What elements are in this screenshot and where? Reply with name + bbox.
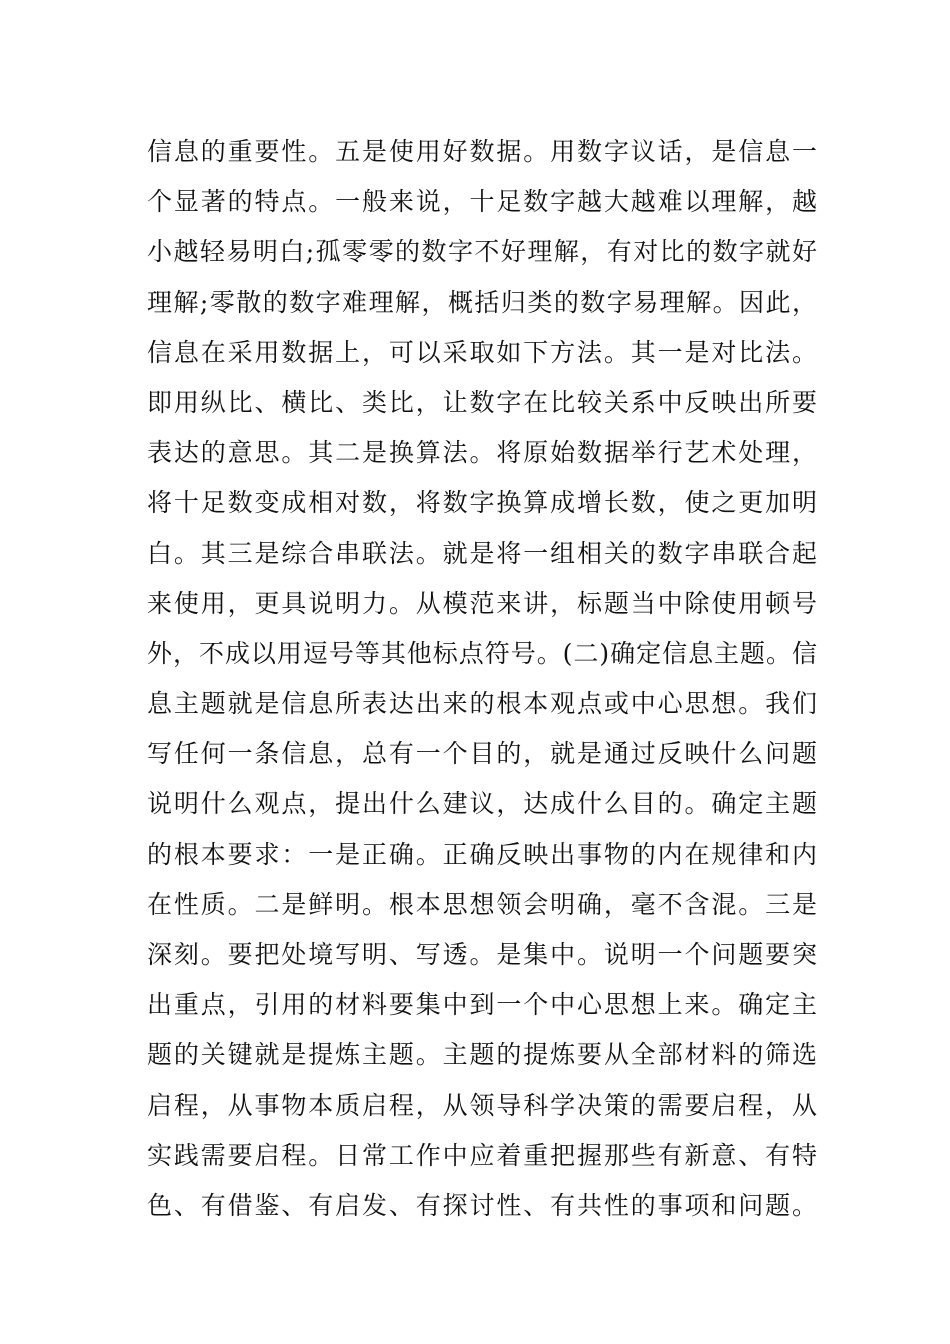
body-text	[147, 127, 817, 1231]
text-line-6: 即用纵比、横比、类比，让数字在比较关系中反映出所要	[147, 387, 817, 417]
text-line-16: 在性质。二是鲜明。根本思想领会明确，毫不含混。三是	[147, 889, 817, 919]
text-line-14: 说明什么观点，提出什么建议，达成什么目的。确定主题	[147, 789, 817, 819]
text-line-17: 深刻。要把处境写明、写透。是集中。说明一个问题要突	[147, 940, 817, 969]
text-line-11: 外，不成以用逗号等其他标点符号。(二)确定信息主题。信	[147, 638, 817, 668]
text-line-5: 信息在采用数据上，可以采取如下方法。其一是对比法。	[147, 337, 817, 367]
text-line-2: 个显著的特点。一般来说，十足数字越大越难以理解，越	[147, 187, 817, 217]
text-line-7: 表达的意思。其二是换算法。将原始数据举行艺术处理，	[147, 438, 817, 468]
text-line-18: 出重点，引用的材料要集中到一个中心思想上来。确定主	[147, 990, 817, 1020]
text-line-22: 色、有借鉴、有启发、有探讨性、有共性的事项和问题。	[147, 1190, 817, 1220]
text-line-19: 题的关键就是提炼主题。主题的提炼要从全部材料的筛选	[147, 1040, 817, 1070]
text-line-12: 息主题就是信息所表达出来的根本观点或中心思想。我们	[147, 689, 817, 719]
text-line-3: 小越轻易明白;孤零零的数字不好理解，有对比的数字就好	[147, 237, 817, 267]
text-line-1: 信息的重要性。五是使用好数据。用数字议话，是信息一	[147, 137, 817, 166]
text-line-15: 的根本要求：一是正确。正确反映出事物的内在规律和内	[147, 839, 817, 869]
text-line-13: 写任何一条信息，总有一个目的，就是通过反映什么问题	[147, 739, 817, 769]
text-line-4: 理解;零散的数字难理解，概括归类的数字易理解。因此，	[147, 287, 817, 317]
text-line-9: 白。其三是综合串联法。就是将一组相关的数字串联合起	[147, 538, 817, 568]
text-line-8: 将十足数变成相对数，将数字换算成增长数，使之更加明	[147, 488, 817, 518]
text-line-10: 来使用，更具说明力。从模范来讲，标题当中除使用顿号	[147, 588, 817, 618]
text-line-20: 启程，从事物本质启程，从领导科学决策的需要启程，从	[147, 1090, 817, 1120]
text-line-21: 实践需要启程。日常工作中应着重把握那些有新意、有特	[147, 1140, 817, 1170]
